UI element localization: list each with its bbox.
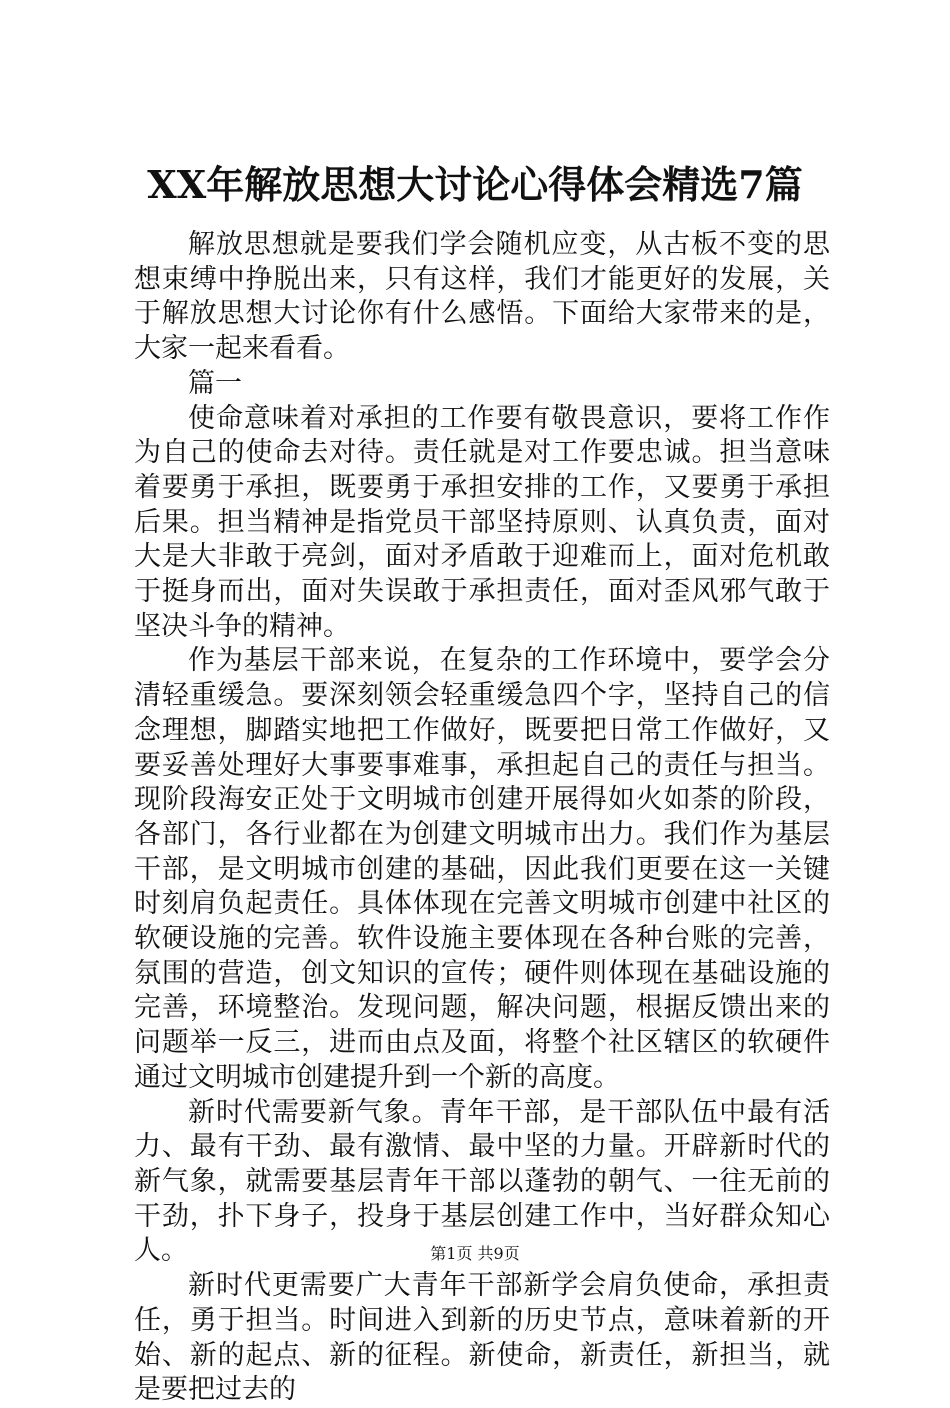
page-number-footer: 第1页 共9页	[430, 1244, 520, 1263]
document-body	[134, 228, 830, 1408]
body-paragraph: 作为基层干部来说，在复杂的工作环境中，要学会分清轻重缓急。要深刻领会轻重缓急四个字，坚持自己的信念理想，脚踏实地把工作做好，既要把日常工作做好，又要妥善处理好大事要事难事，承担起自己的责任与担当。现阶段海安正处于文明城市创建开展得如火如荼的阶段，各部门，各行业都在为创建文明城市出力。我们作为基层干部，是文明城市创建的基础，因此我们更要在这一关键时刻肩负起责任。具体体现在完善文明城市创建中社区的软硬设施的完善。软件设施主要体现在各种台账的完善，氛围的营造，创文知识的宣传；硬件则体现在基础设施的完善，环境整治。发现问题，解决问题，根据反馈出来的问题举一反三，进而由点及面，将整个社区辖区的软硬件通过文明城市创建提升到一个新的高度。	[134, 645, 830, 1093]
intro-paragraph: 解放思想就是要我们学会随机应变，从古板不变的思想束缚中挣脱出来，只有这样，我们才能更好的发展，关于解放思想大讨论你有什么感悟。下面给大家带来的是，大家一起来看看。	[134, 229, 830, 365]
body-paragraph: 新时代更需要广大青年干部新学会肩负使命，承担责任，勇于担当。时间进入到新的历史节点，意味着新的开始、新的起点、新的征程。新使命，新责任，新担当，就是要把过去的	[134, 1270, 830, 1406]
body-paragraph: 新时代需要新气象。青年干部，是干部队伍中最有活力、最有干劲、最有激情、最中坚的力量。开辟新时代的新气象，就需要基层青年干部以蓬勃的朝气、一往无前的干劲，扑下身子，投身于基层创建工作中，当好群众知心人。	[134, 1096, 830, 1267]
body-paragraph: 使命意味着对承担的工作要有敬畏意识，要将工作作为自己的使命去对待。责任就是对工作要忠诚。担当意味着要勇于承担，既要勇于承担安排的工作，又要勇于承担后果。担当精神是指党员干部坚持原则、认真负责，面对大是大非敢于亮剑，面对矛盾敢于迎难而上，面对危机敢于挺身而出，面对失误敢于承担责任，面对歪风邪气敢于坚决斗争的精神。	[134, 402, 830, 642]
document-title: XX年解放思想大讨论心得体会精选7篇	[147, 162, 803, 207]
section-heading: 篇一	[188, 367, 242, 399]
